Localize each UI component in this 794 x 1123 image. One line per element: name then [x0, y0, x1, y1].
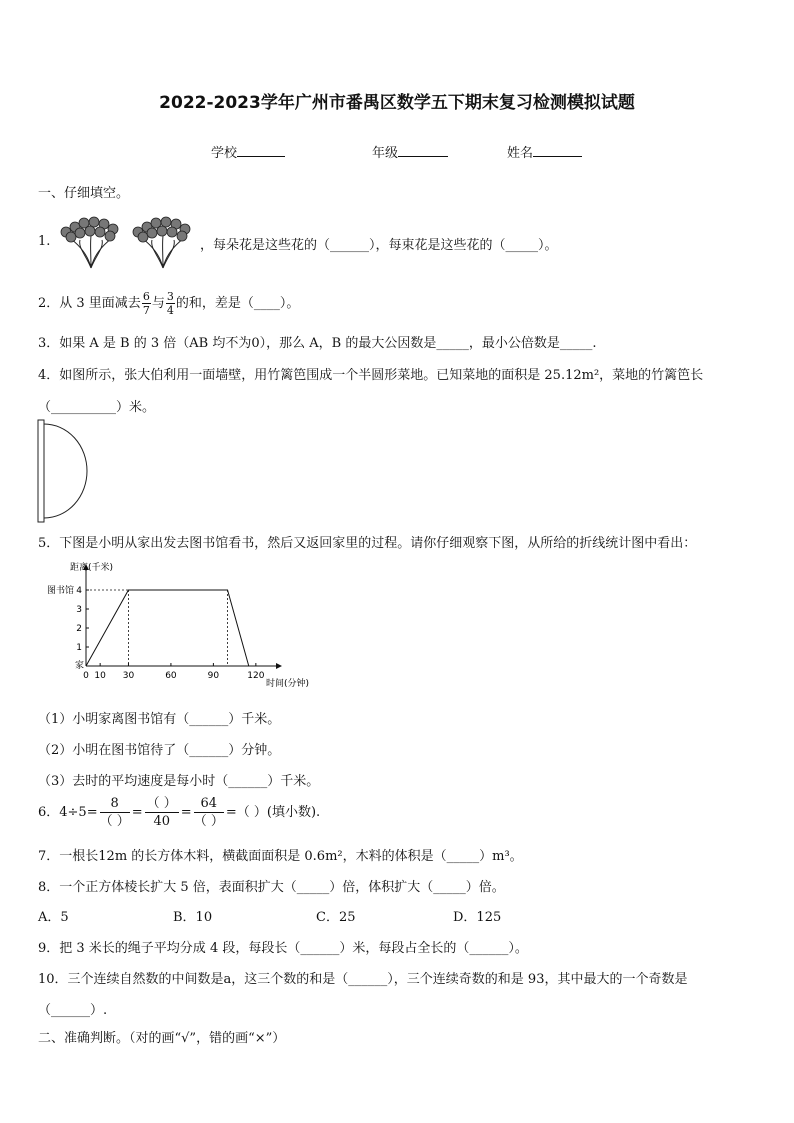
x-axis-arrow — [276, 663, 282, 669]
y-tick-label-3: 3 — [76, 605, 82, 615]
section-1-heading: 一、仔细填空。 — [38, 186, 130, 201]
q6-fraction-3: 64 （ ） — [193, 796, 224, 829]
q5-sub3: （3）去时的平均速度是每小时（______）千米。 — [38, 774, 320, 789]
x-tick-label-60: 60 — [165, 671, 177, 681]
x-tick-label-120: 120 — [247, 671, 265, 681]
q6-fraction-2: （ ） 40 — [146, 796, 177, 829]
x-tick-label-30: 30 — [122, 671, 135, 681]
y-tick-label-2: 2 — [76, 624, 82, 634]
bouquet-2 — [142, 236, 184, 268]
semicircle-garden-figure — [36, 418, 92, 524]
bouquet-2-flowers — [133, 217, 190, 242]
q1-text: ，每朵花是这些花的（______），每束花是这些花的（_____）。 — [200, 238, 558, 253]
bouquet-1 — [70, 236, 112, 268]
q4-line1: 4．如图所示，张大伯利用一面墙壁，用竹篱笆围成一个半圆形菜地。已知菜地的面积是 25.12m²，菜地的竹篱笆长 — [38, 368, 704, 383]
x-tick-label-10: 10 — [94, 671, 106, 681]
q8-option-a: A．5 — [38, 910, 69, 925]
q7-text: 7．一根长12m 的长方体木料，横截面面积是 0.6m²，木料的体积是（_____）m³。 — [38, 849, 523, 864]
q8-option-b: B．10 — [173, 910, 213, 925]
q8-option-d: D．125 — [453, 910, 502, 925]
bouquet-1-flowers — [61, 217, 118, 242]
q5-text: 5．下图是小明从家出发去图书馆看书，然后又返回家里的过程。请你仔细观察下图，从所给的折线统计图中看出： — [38, 536, 697, 551]
semicircle-fence — [44, 424, 87, 518]
q6-fraction-1: 8 （ ） — [99, 796, 130, 829]
x-axis-label: 时间(分钟) — [266, 679, 310, 689]
q6-line: 6．4÷5= 8 （ ） = （ ） 40 = 64 （ ） =（ ）(填小数). — [38, 796, 321, 829]
name-field: 姓名 — [507, 142, 582, 161]
x-tick-label-90: 90 — [207, 671, 220, 681]
series-line — [86, 590, 249, 666]
q8-option-c: C．25 — [316, 910, 356, 925]
q5-sub1: （1）小明家离图书馆有（______）千米。 — [38, 712, 281, 727]
y-tick-label-1: 1 — [76, 643, 82, 653]
flower-bouquets-image — [58, 210, 200, 270]
page-title: 2022-2023学年广州市番禺区数学五下期末复习检测模拟试题 — [159, 93, 635, 113]
wall — [38, 420, 44, 522]
q5-sub2: （2）小明在图书馆待了（______）分钟。 — [38, 743, 281, 758]
school-field: 学校 — [211, 142, 285, 161]
y-axis-label: 距离(千米) — [70, 563, 114, 573]
q4-line2: （__________）米。 — [38, 400, 156, 415]
fraction-3-4: $\frac{3}{4}$ — [166, 290, 174, 317]
y-tick-label-4: 4 — [76, 586, 82, 596]
section-2-heading: 二、准确判断。（对的画“√”，错的画“×”） — [38, 1031, 286, 1046]
grade-field: 年级 — [372, 142, 448, 161]
q10-line1: 10．三个连续自然数的中间数是a，这三个数的和是（______），三个连续奇数的和是 93，其中最大的一个奇数是 — [38, 972, 688, 987]
q1-number: 1. — [38, 234, 51, 249]
x-tick-label-0: 0 — [83, 671, 89, 681]
fraction-6-7: $\frac{6}{7}$ — [142, 290, 150, 317]
q10-line2: （______）. — [38, 1003, 108, 1018]
y-label-home: 家 — [74, 661, 84, 671]
q8-text: 8．一个正方体棱长扩大 5 倍，表面积扩大（_____）倍，体积扩大（_____）倍。 — [38, 880, 505, 895]
distance-time-chart — [40, 556, 330, 694]
y-label-library: 图书馆 — [46, 586, 74, 596]
q9-text: 9．把 3 米长的绳子平均分成 4 段，每段长（______）米，每段占全长的（______）。 — [38, 941, 528, 956]
q2-line: 2．从 3 里面减去 $\frac{6}{7}$ 与 $\frac{3}{4}$ 的和，差是（____）。 — [38, 290, 300, 317]
q3-text: 3．如果 A 是 B 的 3 倍（AB 均不为0），那么 A，B 的最大公因数是_____，最小公倍数是_____. — [38, 336, 597, 351]
